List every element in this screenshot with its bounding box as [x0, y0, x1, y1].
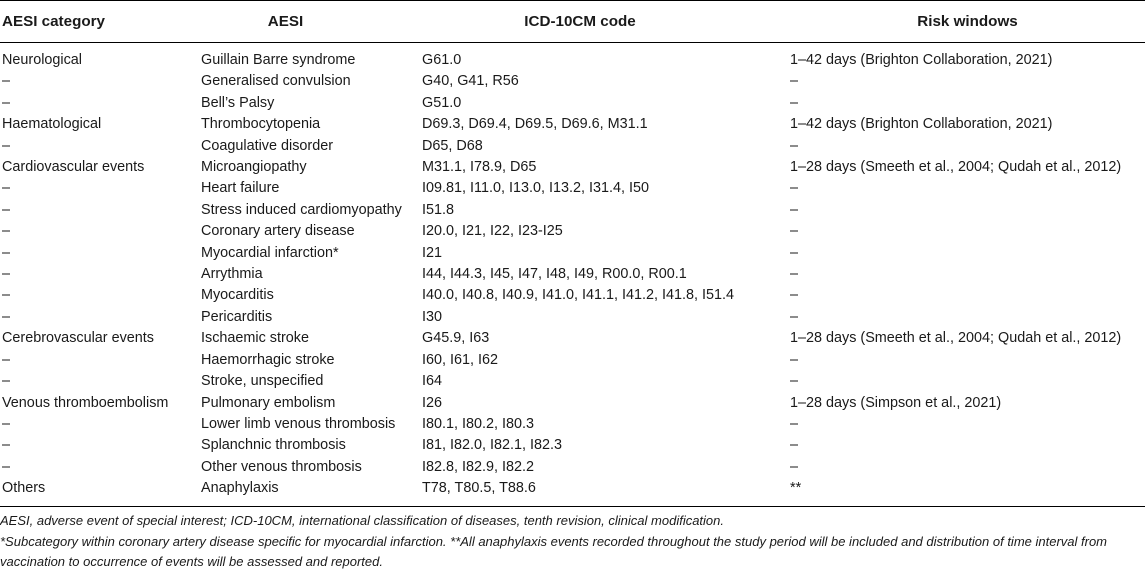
table-row	[0, 43, 1145, 72]
cell-aesi-category: –	[2, 137, 11, 154]
cell-aesi: Lower limb venous thrombosis	[201, 415, 396, 432]
table-row	[0, 157, 1145, 178]
cell-aesi-category: –	[2, 373, 11, 390]
cell-aesi-category: –	[2, 94, 11, 111]
cell-icd-code: I81, I82.0, I82.1, I82.3	[422, 437, 563, 454]
table-row	[0, 328, 1145, 349]
cell-aesi: Splanchnic thrombosis	[201, 437, 346, 454]
cell-icd-code: I30	[422, 308, 443, 325]
cell-aesi: Myocarditis	[201, 287, 274, 304]
cell-aesi: Guillain Barre syndrome	[201, 52, 356, 68]
cell-risk-window: –	[790, 73, 799, 90]
cell-aesi: Microangiopathy	[201, 159, 307, 176]
cell-risk-window: –	[790, 437, 799, 454]
cell-icd-code: I60, I61, I62	[422, 351, 499, 368]
cell-risk-window: –	[790, 244, 799, 261]
cell-risk-window: 1–28 days (Smeeth et al., 2004; Qudah et al., 2012)	[790, 159, 1122, 176]
header-row	[0, 1, 1145, 43]
table-row	[0, 414, 1145, 435]
cell-risk-window: –	[790, 287, 799, 304]
cell-icd-code: I09.81, I11.0, I13.0, I13.2, I31.4, I50	[422, 180, 649, 197]
cell-aesi: Bell’s Palsy	[201, 94, 275, 111]
table-row	[0, 221, 1145, 242]
cell-icd-code: G61.0	[422, 52, 462, 68]
cell-icd-code: D69.3, D69.4, D69.5, D69.6, M31.1	[422, 116, 648, 133]
table-body	[0, 43, 1145, 507]
cell-aesi-category: –	[2, 351, 11, 368]
cell-aesi: Heart failure	[201, 180, 280, 197]
cell-aesi: Ischaemic stroke	[201, 330, 309, 347]
cell-aesi: Pericarditis	[201, 308, 273, 325]
cell-aesi-category: –	[2, 244, 11, 261]
cell-icd-code: D65, D68	[422, 137, 483, 154]
cell-icd-code: I51.8	[422, 201, 455, 218]
cell-risk-window: –	[790, 223, 799, 240]
cell-risk-window: 1–28 days (Simpson et al., 2021)	[790, 394, 1002, 411]
cell-aesi-category: Cardiovascular events	[2, 159, 145, 176]
footnote: *Subcategory within coronary artery disease specific for myocardial infarction. **All anaphylaxis events recorded throughout the study period will be included and distribution of time interval from vaccination to occurrence of events will be assessed and reported.	[0, 533, 1108, 569]
cell-risk-window: –	[790, 201, 799, 218]
cell-icd-code: G51.0	[422, 94, 462, 111]
abbreviations-note: AESI, adverse event of special interest; ICD-10CM, international classification of diseases, tenth revision, clinical modification.	[0, 513, 725, 528]
cell-aesi: Arrythmia	[201, 266, 263, 283]
table-row	[0, 307, 1145, 328]
cell-aesi: Coagulative disorder	[201, 137, 333, 154]
table-row	[0, 393, 1145, 414]
cell-icd-code: I26	[422, 394, 443, 411]
cell-aesi: Stroke, unspecified	[201, 373, 324, 390]
table-row	[0, 200, 1145, 221]
cell-icd-code: T78, T80.5, T88.6	[420, 478, 788, 506]
cell-aesi-category: Others	[0, 478, 199, 506]
cell-aesi: Pulmonary embolism	[201, 394, 336, 411]
cell-aesi-category: –	[2, 266, 11, 283]
cell-risk-window: 1–28 days (Smeeth et al., 2004; Qudah et al., 2012)	[790, 330, 1122, 347]
table-row	[0, 457, 1145, 478]
cell-icd-code: I20.0, I21, I22, I23-I25	[422, 223, 563, 240]
cell-aesi: Coronary artery disease	[201, 223, 355, 240]
cell-risk-window: –	[790, 180, 799, 197]
table-row	[0, 264, 1145, 285]
cell-icd-code: I64	[422, 373, 443, 390]
cell-aesi-category: Neurological	[2, 52, 82, 68]
cell-aesi-category: –	[2, 437, 11, 454]
cell-aesi-category: –	[2, 287, 11, 304]
table-row	[0, 435, 1145, 456]
cell-risk-window: –	[790, 137, 799, 154]
cell-aesi-category: –	[2, 180, 11, 197]
cell-aesi: Haemorrhagic stroke	[201, 351, 335, 368]
table-header	[0, 1, 1145, 43]
cell-icd-code: M31.1, I78.9, D65	[422, 159, 537, 176]
table-row	[0, 478, 1145, 506]
table-row	[0, 114, 1145, 135]
table-row	[0, 71, 1145, 92]
cell-risk-window: –	[790, 351, 799, 368]
cell-risk-window: –	[790, 308, 799, 325]
table-row	[0, 243, 1145, 264]
cell-risk-window: 1–42 days (Brighton Collaboration, 2021)	[790, 116, 1053, 133]
cell-aesi: Stress induced cardiomyopathy	[201, 201, 402, 218]
cell-aesi-category: –	[2, 73, 11, 90]
cell-risk-window: –	[790, 266, 799, 283]
table-row	[0, 93, 1145, 114]
cell-icd-code: I21	[422, 244, 443, 261]
cell-aesi-category: –	[2, 308, 11, 325]
table-row	[0, 285, 1145, 306]
cell-aesi-category: –	[2, 458, 11, 475]
cell-risk-window: **	[788, 478, 1145, 506]
header-aesi-category: AESI category	[0, 1, 199, 43]
header-aesi: AESI	[199, 1, 420, 43]
header-risk-windows: Risk windows	[788, 1, 1145, 43]
cell-icd-code: I40.0, I40.8, I40.9, I41.0, I41.1, I41.2, I41.8, I51.4	[422, 287, 735, 304]
cell-aesi-category: Venous thromboembolism	[2, 394, 169, 411]
cell-aesi: Thrombocytopenia	[201, 116, 321, 133]
cell-icd-code: I82.8, I82.9, I82.2	[422, 458, 535, 475]
cell-icd-code: G45.9, I63	[422, 330, 490, 347]
header-icd-code: ICD-10CM code	[420, 1, 788, 43]
cell-aesi: Other venous thrombosis	[201, 458, 362, 475]
cell-aesi-category: –	[2, 223, 11, 240]
table-row	[0, 136, 1145, 157]
cell-icd-code: I80.1, I80.2, I80.3	[422, 415, 535, 432]
cell-aesi-category: Cerebrovascular events	[2, 330, 154, 347]
cell-icd-code: I44, I44.3, I45, I47, I48, I49, R00.0, R00.1	[422, 266, 687, 283]
cell-risk-window: –	[790, 94, 799, 111]
cell-aesi-category: Haematological	[2, 116, 102, 133]
cell-risk-window: 1–42 days (Brighton Collaboration, 2021)	[790, 52, 1053, 68]
cell-aesi-category: –	[2, 415, 11, 432]
cell-aesi-category: –	[2, 201, 11, 218]
cell-risk-window: –	[790, 415, 799, 432]
cell-aesi: Myocardial infarction*	[201, 244, 339, 261]
cell-risk-window: –	[790, 458, 799, 475]
table-row	[0, 178, 1145, 199]
cell-aesi: Anaphylaxis	[199, 478, 420, 506]
cell-icd-code: G40, G41, R56	[422, 73, 519, 90]
table-row	[0, 371, 1145, 392]
table-notes	[0, 511, 1142, 573]
cell-aesi: Generalised convulsion	[201, 73, 351, 90]
table-row	[0, 350, 1145, 371]
cell-risk-window: –	[790, 373, 799, 390]
